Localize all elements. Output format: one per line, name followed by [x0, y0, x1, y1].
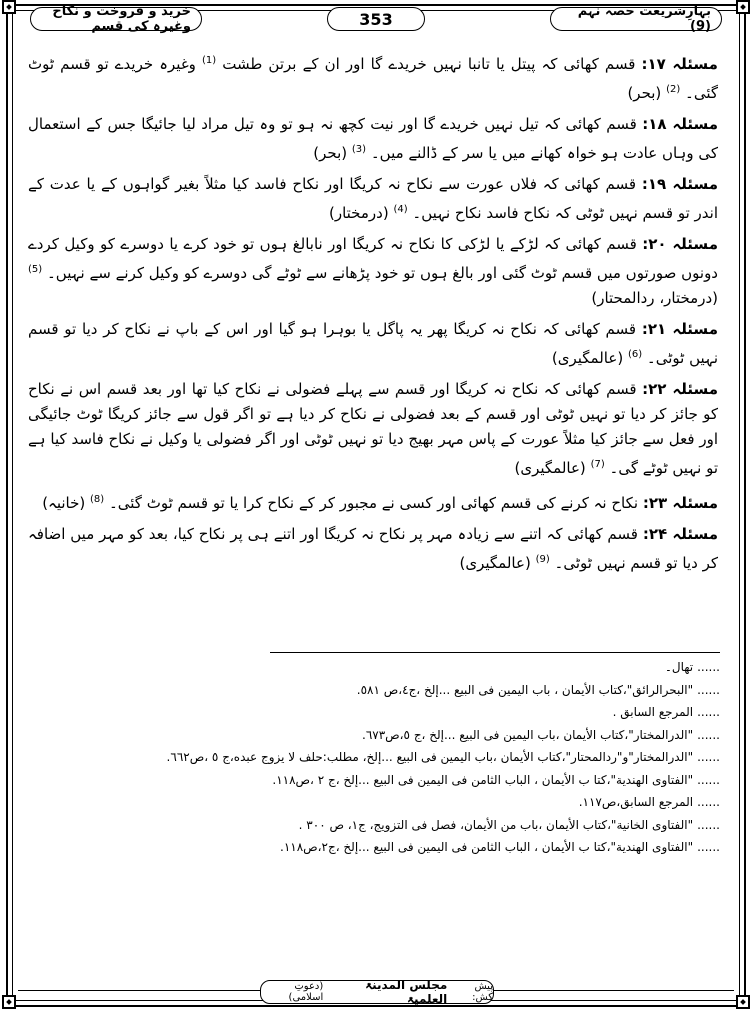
footnote-ref: (6) — [627, 349, 643, 360]
masala-text: قسم کھائی کہ لڑکے یا لڑکی کا نکاح نہ کریگا اور نابالغ ہوں تو خود کرے یا دوسرے کو وکیل کردے دونوں صورتوں میں قسم ٹوٹ گئی اور بالغ ہوں تو خود پڑھانے سے ٹوٹے گی دوسرے کو وکیل کرنے سے نہیں۔ — [28, 235, 718, 282]
masala-text: قسم کھائی کہ نکاح نہ کریگا اور قسم سے پہلے فضولی نے نکاح کیا تھا اور بعد قسم اس نے نکاح کو جائز کر دیا تو نہیں ٹوٹی اور قسم کے بعد فضولی نے نکاح کر دیا ہے تو اگر قول سے جائز کریگا ٹوٹ جائیگی اور فعل سے جائز کیا مثلاً عورت کے پاس مہر بھیج دیا تو نہیں ٹوٹی اور اگر فضولی یا وکیل نے نکاح فاسد کیا ہے تو نہیں ٹوٹے گی۔ — [28, 380, 718, 477]
masala-22 — [28, 377, 718, 481]
footnote-item: ......"الفتاوی الخانیة"،کتاب الأیمان ،باب من الأیمان، فصل فی التزویج، ج١، ص ٣٠٠ . — [298, 817, 720, 832]
footnote-ref: (4) — [393, 204, 408, 215]
masala-19 — [28, 172, 718, 226]
footnote-ref: (8) — [90, 494, 105, 505]
footnote-item: ......تھال۔ — [664, 660, 720, 674]
footnote-item: ......المرجع السابق،ص١١٧. — [578, 795, 720, 809]
masala-text: قسم کھائی کہ پیتل یا تانبا نہیں خریدے گا اور ان کے برتن طشت — [222, 55, 636, 73]
footnotes — [30, 656, 720, 859]
masala-text: قسم کھائی کہ تیل نہیں خریدے گا اور نیت کچھ نہ ہو تو وہ تیل مراد لیا جائیگا جس کے استعمال کی وہاں عادت ہو خواہ کھانے میں یا سر کے ڈالنے میں۔ — [28, 115, 718, 162]
footnote-divider — [270, 652, 720, 653]
corner-ornament — [736, 0, 750, 14]
masala-label: مسئلہ ۲۳: — [642, 494, 718, 512]
masala-source: (خانیہ) — [42, 494, 86, 512]
footnote-item: ......"الدرالمختار"و"ردالمحتار"،کتاب الأیمان ،باب الیمین فی البیع ...إلخ، مطلب:حلف لا یزوج عبده،ج ٥ ،ص٦٦٢. — [166, 750, 720, 764]
book-title: بہارِشریعت حصہ نہم (9) — [550, 7, 722, 31]
masala-source: (درمختار) — [328, 204, 389, 222]
masala-label: مسئلہ ۲۲: — [642, 380, 718, 398]
footer-suffix: (دعوتِ اسلامی) — [288, 981, 324, 1003]
footnote-ref: (1) — [202, 55, 217, 66]
masala-text: قسم کھائی کہ اتنے سے زیادہ مہر پر نکاح نہ کریگا اور اتنے ہی پر نکاح کیا، بعد کو مہر میں اضافہ کر دیا تو قسم نہیں ٹوٹی۔ — [28, 525, 718, 572]
masala-source: (بحر) — [313, 144, 348, 162]
corner-ornament — [2, 995, 16, 1009]
masala-23 — [28, 487, 718, 516]
footnote-ref: (5) — [28, 264, 43, 275]
masala-text: قسم کھائی کہ فلاں عورت سے نکاح نہ کریگا اور نکاح فاسد کیا مثلاً بغیر گواہوں کے یا عدت کے اندر تو قسم نہیں ٹوٹی کہ نکاح فاسد نکاح نہیں۔ — [28, 175, 718, 222]
masala-20 — [28, 232, 718, 311]
footnote-ref: (7) — [590, 459, 605, 470]
masala-label: مسئلہ ۱۹: — [641, 175, 718, 193]
footer-rule — [18, 990, 260, 991]
publisher-name: مجلس المدینۃ العلمیۃ — [365, 978, 448, 1006]
masala-label: مسئلہ ۲۱: — [641, 320, 718, 338]
body-text — [28, 48, 718, 582]
footnote-ref: (9) — [535, 554, 550, 565]
masala-label: مسئلہ ۱۷: — [641, 55, 718, 73]
masala-label: مسئلہ ۲۰: — [642, 235, 718, 253]
chapter-title: خرید و فروخت و نکاح وغیرہ کی قسم — [30, 7, 202, 31]
masala-text: وغیرہ خریدے تو قسم ٹوٹ گئی۔ — [28, 55, 718, 102]
corner-ornament — [2, 0, 16, 14]
footer-prefix: پیش کش: — [472, 981, 493, 1003]
masala-label: مسئلہ ۱۸: — [642, 115, 718, 133]
corner-ornament — [736, 995, 750, 1009]
page-header — [30, 6, 722, 32]
masala-18 — [28, 112, 718, 166]
masala-source: (عالمگیری) — [459, 554, 531, 572]
masala-label: مسئلہ ۲۴: — [642, 525, 718, 543]
footer-rule — [492, 990, 734, 991]
footnote-item: ......"البحرالرائق"،کتاب الأیمان ، باب الیمین فی البیع ...إلخ ،ج٤،ص ٥٨١. — [356, 682, 720, 697]
footnote-item: ......المرجع السابق . — [612, 705, 720, 719]
masala-text: قسم کھائی کہ نکاح نہ کریگا پھر یہ پاگل یا بوہرا ہو گیا اور اس کے باپ نے نکاح کر دیا تو قسم نہیں ٹوٹی۔ — [28, 320, 718, 367]
masala-source: (بحر) — [627, 84, 662, 102]
footnote-ref: (3) — [351, 144, 367, 155]
footnote-item: ......"الدرالمختار"،کتاب الأیمان ،باب الیمین فی البیع ...إلخ ،ج ٥،ص٦٧٣. — [361, 727, 720, 742]
masala-24 — [28, 522, 718, 576]
page-number: 353 — [327, 7, 425, 31]
footnote-item: ......"الفتاوی الھندیة"،کتا ب الأیمان ، الباب الثامن فی الیمین فی البیع ...إلخ ،ج٢،ص١١٨. — [279, 840, 720, 854]
masala-text: نکاح نہ کرنے کی قسم کھائی اور کسی نے مجبور کر کے نکاح کرا یا تو قسم ٹوٹ گئی۔ — [108, 494, 639, 512]
masala-17 — [28, 48, 718, 106]
masala-source: (درمختار، ردالمحتار) — [591, 289, 718, 307]
footnote-item: ......"الفتاوی الھندیة"،کتا ب الأیمان ، الباب الثامن فی الیمین فی البیع ...إلخ ،ج ٢ ،ص١١٨. — [272, 772, 720, 787]
footnote-ref: (2) — [666, 84, 681, 95]
masala-source: (عالمگیری) — [551, 349, 624, 367]
publisher-footer — [260, 980, 494, 1004]
masala-21 — [28, 317, 718, 371]
masala-source: (عالمگیری) — [514, 459, 586, 477]
